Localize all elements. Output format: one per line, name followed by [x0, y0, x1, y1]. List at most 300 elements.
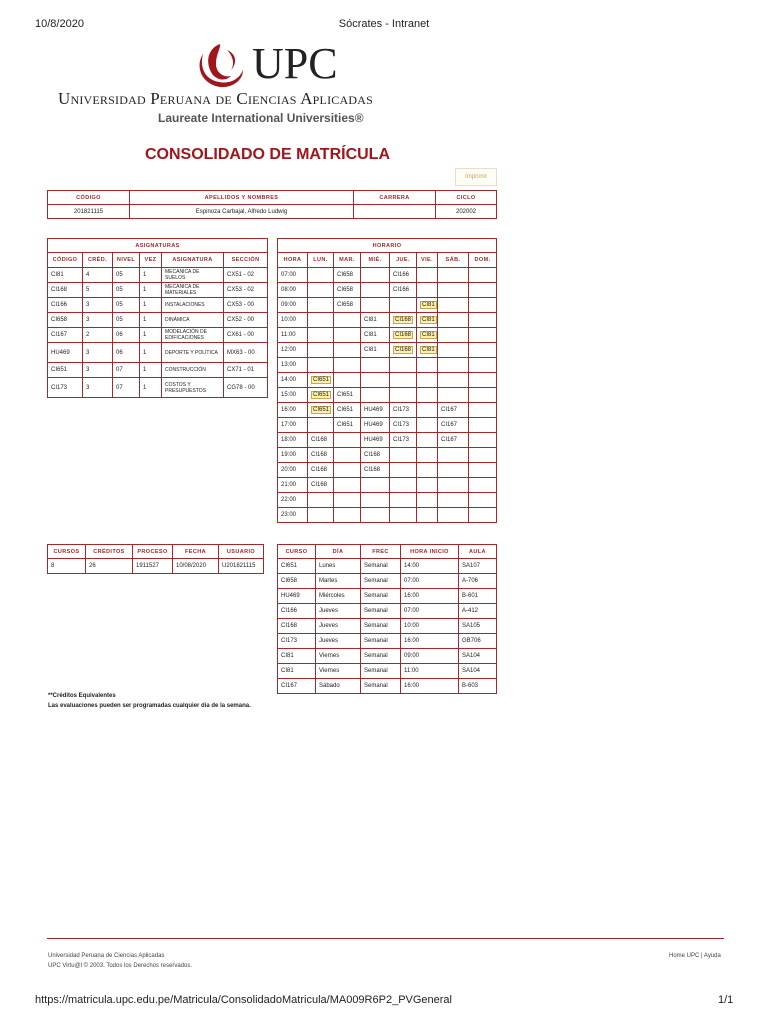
- detail-cell: 16:00: [401, 679, 459, 694]
- subject-cell: 2: [83, 328, 113, 343]
- subject-cell: 05: [113, 268, 140, 283]
- subject-cell: CX52 - 00: [224, 313, 268, 328]
- schedule-cell: [361, 358, 390, 373]
- schedule-cell-highlighted: [308, 403, 334, 418]
- schedule-cell: 12:00: [278, 343, 308, 358]
- detail-cell: SA105: [459, 619, 497, 634]
- note-evaluations: Las evaluaciones pueden ser programadas cualquier día de la semana.: [48, 703, 251, 709]
- student-cell: 202002: [436, 205, 497, 219]
- table-row: [278, 559, 497, 574]
- detail-cell: B-603: [459, 679, 497, 694]
- schedule-cell: [390, 508, 417, 523]
- schedule-group-header: HORARIO: [278, 239, 497, 253]
- detail-cell: Semanal: [361, 589, 401, 604]
- subject-cell: COSTOS Y PRESUPUESTOS: [162, 378, 224, 398]
- table-row: [278, 619, 497, 634]
- detail-cell: Semanal: [361, 559, 401, 574]
- subjects-table: [47, 238, 268, 398]
- schedule-cell: [438, 298, 469, 313]
- schedule-cell: [361, 508, 390, 523]
- page-title: CONSOLIDADO DE MATRÍCULA: [144, 146, 391, 163]
- detail-cell: 09:00: [401, 649, 459, 664]
- detail-cell: SA104: [459, 664, 497, 679]
- schedule-cell: 08:00: [278, 283, 308, 298]
- detail-cell: Martes: [316, 574, 361, 589]
- schedule-cell: [308, 328, 334, 343]
- schedule-cell: [390, 298, 417, 313]
- schedule-cell: 10:00: [278, 313, 308, 328]
- subject-cell: 1: [140, 298, 162, 313]
- schedule-cell: [417, 433, 438, 448]
- schedule-cell: [390, 448, 417, 463]
- detail-cell: Miércoles: [316, 589, 361, 604]
- subject-cell: 1: [140, 268, 162, 283]
- schedule-cell: [438, 268, 469, 283]
- student-header-row: [48, 191, 497, 205]
- detail-cell: 16:00: [401, 634, 459, 649]
- schedule-cell: CI168: [308, 448, 334, 463]
- schedule-cell: 22:00: [278, 493, 308, 508]
- details-column-header: FREC: [361, 545, 401, 559]
- detail-cell: A-412: [459, 604, 497, 619]
- details-column-header: CURSO: [278, 545, 316, 559]
- table-row: [278, 268, 497, 283]
- details-column-header: AULA: [459, 545, 497, 559]
- subject-cell: CI658: [48, 313, 83, 328]
- subject-cell: CI173: [48, 378, 83, 398]
- detail-cell: Lunes: [316, 559, 361, 574]
- subject-cell: 3: [83, 313, 113, 328]
- table-row: [278, 373, 497, 388]
- subject-cell: MECANICA DE MATERIALES: [162, 283, 224, 298]
- schedule-cell: [438, 508, 469, 523]
- footer-copyright: UPC Virtu@l © 2003. Todos los Derechos reservados.: [48, 963, 193, 969]
- subjects-column-header: ASIGNATURA: [162, 253, 224, 268]
- footer-divider: [47, 938, 724, 939]
- detail-cell: A-706: [459, 574, 497, 589]
- student-column-header: CÓDIGO: [48, 191, 130, 205]
- subjects-column-header: CRÉD.: [83, 253, 113, 268]
- summary-cell: 1911527: [133, 559, 173, 574]
- schedule-cell-highlighted: [390, 343, 417, 358]
- schedule-cell: [438, 463, 469, 478]
- schedule-cell: 20:00: [278, 463, 308, 478]
- schedule-cell: [469, 448, 497, 463]
- schedule-column-header: DOM.: [469, 253, 497, 268]
- schedule-cell: [469, 358, 497, 373]
- schedule-column-header: VIE.: [417, 253, 438, 268]
- schedule-cell: [334, 478, 361, 493]
- details-header-row: [278, 545, 497, 559]
- print-date: 10/8/2020: [35, 18, 84, 30]
- schedule-cell: CI168: [361, 463, 390, 478]
- detail-cell: SA107: [459, 559, 497, 574]
- table-row: [278, 508, 497, 523]
- schedule-cell: [390, 388, 417, 403]
- schedule-cell: HU469: [361, 403, 390, 418]
- schedule-cell: [334, 373, 361, 388]
- schedule-cell: CI651: [334, 418, 361, 433]
- table-row: [48, 378, 268, 398]
- schedule-column-header: MIÉ.: [361, 253, 390, 268]
- schedule-cell: [469, 343, 497, 358]
- print-page-number: 1/1: [718, 994, 734, 1006]
- schedule-cell: [469, 433, 497, 448]
- schedule-cell: [469, 478, 497, 493]
- schedule-cell: [361, 373, 390, 388]
- schedule-cell: [438, 358, 469, 373]
- table-row: [278, 679, 497, 694]
- footer-separator: |: [701, 953, 703, 959]
- detail-cell: Sábado: [316, 679, 361, 694]
- summary-column-header: CURSOS: [48, 545, 86, 559]
- table-row: [278, 433, 497, 448]
- highlighted-course: CI651: [313, 377, 330, 383]
- schedule-cell: [438, 478, 469, 493]
- schedule-cell: CI658: [334, 298, 361, 313]
- subject-cell: CX61 - 00: [224, 328, 268, 343]
- summary-value-row: [48, 559, 264, 574]
- table-row: [278, 343, 497, 358]
- table-row: [278, 298, 497, 313]
- table-row: [278, 313, 497, 328]
- table-row: [278, 649, 497, 664]
- subject-cell: HU469: [48, 343, 83, 363]
- table-row: [278, 448, 497, 463]
- subject-cell: 1: [140, 363, 162, 378]
- table-row: [48, 328, 268, 343]
- subject-cell: 05: [113, 298, 140, 313]
- subjects-column-header: NIVEL: [113, 253, 140, 268]
- subject-cell: CONSTRUCCIÓN: [162, 363, 224, 378]
- schedule-cell: CI167: [438, 418, 469, 433]
- highlighted-course: CI651: [313, 407, 330, 413]
- logo-university-name: Universidad Peruana de Ciencias Aplicadas: [58, 89, 373, 108]
- schedule-cell: [334, 433, 361, 448]
- schedule-cell: [308, 493, 334, 508]
- schedule-cell: [417, 403, 438, 418]
- subject-cell: CI651: [48, 363, 83, 378]
- highlighted-course: CI81: [422, 317, 435, 323]
- schedule-cell: CI173: [390, 433, 417, 448]
- detail-cell: Semanal: [361, 649, 401, 664]
- schedule-cell: HU469: [361, 418, 390, 433]
- highlighted-course: CI81: [422, 332, 435, 338]
- detail-cell: CI81: [278, 664, 316, 679]
- subject-cell: MECANICA DE SUELOS: [162, 268, 224, 283]
- subjects-column-header: SECCIÓN: [224, 253, 268, 268]
- subject-cell: 3: [83, 343, 113, 363]
- highlighted-course: CI81: [422, 302, 435, 308]
- schedule-cell-highlighted: [308, 373, 334, 388]
- schedule-cell: 17:00: [278, 418, 308, 433]
- summary-cell: 10/08/2020: [173, 559, 219, 574]
- subject-cell: CI167: [48, 328, 83, 343]
- schedule-cell: [438, 313, 469, 328]
- table-row: [48, 363, 268, 378]
- schedule-cell: CI81: [361, 313, 390, 328]
- schedule-cell-highlighted: [390, 328, 417, 343]
- detail-cell: Semanal: [361, 604, 401, 619]
- schedule-cell: [334, 313, 361, 328]
- subject-cell: 1: [140, 343, 162, 363]
- print-button[interactable]: Imprimir: [455, 168, 497, 186]
- subject-cell: CI168: [48, 283, 83, 298]
- schedule-cell: [417, 418, 438, 433]
- schedule-cell: HU469: [361, 433, 390, 448]
- schedule-cell: [438, 373, 469, 388]
- subject-cell: MX63 - 00: [224, 343, 268, 363]
- schedule-cell-highlighted: [417, 328, 438, 343]
- schedule-cell: [417, 373, 438, 388]
- schedule-cell: [361, 478, 390, 493]
- schedule-cell: CI173: [390, 418, 417, 433]
- schedule-cell: [438, 388, 469, 403]
- subject-cell: CG78 - 00: [224, 378, 268, 398]
- detail-cell: CI168: [278, 619, 316, 634]
- schedule-cell: [417, 493, 438, 508]
- table-row: [278, 358, 497, 373]
- detail-cell: 07:00: [401, 604, 459, 619]
- schedule-cell: CI167: [438, 403, 469, 418]
- schedule-cell: [308, 358, 334, 373]
- subject-cell: 1: [140, 313, 162, 328]
- table-row: [278, 328, 497, 343]
- detail-cell: Jueves: [316, 619, 361, 634]
- schedule-cell: [438, 448, 469, 463]
- detail-cell: 16:00: [401, 589, 459, 604]
- schedule-cell-highlighted: [417, 343, 438, 358]
- schedule-cell: [469, 463, 497, 478]
- table-row: [278, 283, 497, 298]
- schedule-cell: [469, 298, 497, 313]
- subject-cell: 06: [113, 328, 140, 343]
- schedule-cell: [390, 493, 417, 508]
- footer-help-link[interactable]: Ayuda: [703, 953, 721, 959]
- schedule-cell: CI658: [334, 268, 361, 283]
- detail-cell: Semanal: [361, 574, 401, 589]
- schedule-cell: [438, 283, 469, 298]
- schedule-cell: CI81: [361, 343, 390, 358]
- upc-emblem-icon: [185, 40, 255, 90]
- schedule-cell: CI168: [308, 433, 334, 448]
- schedule-cell: [417, 358, 438, 373]
- detail-cell: GB706: [459, 634, 497, 649]
- schedule-column-header: HORA: [278, 253, 308, 268]
- detail-cell: 10:00: [401, 619, 459, 634]
- student-column-header: APELLIDOS Y NOMBRES: [130, 191, 354, 205]
- schedule-cell: [469, 418, 497, 433]
- schedule-table: [277, 238, 497, 523]
- subject-cell: 07: [113, 378, 140, 398]
- schedule-cell: [469, 508, 497, 523]
- schedule-cell: [308, 298, 334, 313]
- schedule-cell: [390, 478, 417, 493]
- upc-logo: [40, 40, 485, 130]
- table-row: [278, 478, 497, 493]
- schedule-cell: [417, 478, 438, 493]
- schedule-cell: [390, 358, 417, 373]
- subject-cell: CX53 - 00: [224, 298, 268, 313]
- subject-cell: CI81: [48, 268, 83, 283]
- table-row: [48, 298, 268, 313]
- detail-cell: Semanal: [361, 619, 401, 634]
- subject-cell: CX53 - 02: [224, 283, 268, 298]
- subject-cell: MODELACIÓN DE EDIFICACIONES: [162, 328, 224, 343]
- schedule-cell: [417, 463, 438, 478]
- student-cell: [354, 205, 436, 219]
- table-row: [48, 283, 268, 298]
- subject-cell: CX51 - 02: [224, 268, 268, 283]
- schedule-cell: [469, 388, 497, 403]
- detail-cell: HU469: [278, 589, 316, 604]
- student-value-row: [48, 205, 497, 219]
- print-url: https://matricula.upc.edu.pe/Matricula/ConsolidadoMatricula/MA009R6P2_PVGeneral: [35, 994, 452, 1006]
- schedule-cell: [308, 313, 334, 328]
- schedule-cell: 21:00: [278, 478, 308, 493]
- subject-cell: 1: [140, 378, 162, 398]
- detail-cell: SA104: [459, 649, 497, 664]
- summary-cell: 8: [48, 559, 86, 574]
- schedule-cell: 19:00: [278, 448, 308, 463]
- schedule-cell: [417, 448, 438, 463]
- schedule-cell: [334, 463, 361, 478]
- subjects-group-header: ASIGNATURAS: [48, 239, 268, 253]
- schedule-cell: [334, 358, 361, 373]
- schedule-cell: [334, 328, 361, 343]
- schedule-cell: [417, 283, 438, 298]
- detail-cell: CI651: [278, 559, 316, 574]
- subjects-header-row: [48, 253, 268, 268]
- schedule-cell: 14:00: [278, 373, 308, 388]
- schedule-cell: CI651: [334, 388, 361, 403]
- student-cell: 201821115: [48, 205, 130, 219]
- schedule-cell: [308, 343, 334, 358]
- schedule-cell: [417, 268, 438, 283]
- detail-cell: B-601: [459, 589, 497, 604]
- schedule-cell: [469, 283, 497, 298]
- table-row: [278, 604, 497, 619]
- schedule-cell: CI173: [390, 403, 417, 418]
- subjects-column-header: VEZ: [140, 253, 162, 268]
- schedule-cell: 16:00: [278, 403, 308, 418]
- schedule-cell: [308, 418, 334, 433]
- summary-column-header: FECHA: [173, 545, 219, 559]
- subjects-column-header: CÓDIGO: [48, 253, 83, 268]
- detail-cell: Jueves: [316, 634, 361, 649]
- schedule-cell-highlighted: [308, 388, 334, 403]
- schedule-cell: CI167: [438, 433, 469, 448]
- schedule-cell-highlighted: [417, 298, 438, 313]
- subject-cell: INSTALACIONES: [162, 298, 224, 313]
- schedule-cell: CI658: [334, 283, 361, 298]
- subject-cell: 06: [113, 343, 140, 363]
- detail-cell: Jueves: [316, 604, 361, 619]
- logo-network: Laureate International Universities®: [158, 111, 364, 125]
- subject-cell: 07: [113, 363, 140, 378]
- schedule-cell: CI168: [308, 478, 334, 493]
- subject-cell: 05: [113, 283, 140, 298]
- schedule-cell: [361, 493, 390, 508]
- table-row: [278, 634, 497, 649]
- subject-cell: 1: [140, 328, 162, 343]
- schedule-cell: [469, 328, 497, 343]
- detail-cell: Semanal: [361, 634, 401, 649]
- detail-cell: CI173: [278, 634, 316, 649]
- table-row: [48, 268, 268, 283]
- schedule-cell: CI168: [361, 448, 390, 463]
- schedule-cell: [417, 388, 438, 403]
- details-column-header: DÍA: [316, 545, 361, 559]
- table-row: [278, 463, 497, 478]
- detail-cell: Semanal: [361, 679, 401, 694]
- student-column-header: CARRERA: [354, 191, 436, 205]
- summary-cell: U201821115: [219, 559, 264, 574]
- schedule-cell-highlighted: [417, 313, 438, 328]
- schedule-cell: [469, 493, 497, 508]
- detail-cell: 11:00: [401, 664, 459, 679]
- schedule-cell: 13:00: [278, 358, 308, 373]
- table-row: [48, 313, 268, 328]
- table-row: [278, 418, 497, 433]
- footer-home-link[interactable]: Home UPC: [669, 953, 700, 959]
- highlighted-course: CI651: [313, 392, 330, 398]
- schedule-column-header: JUE.: [390, 253, 417, 268]
- schedule-cell: [308, 508, 334, 523]
- schedule-cell: CI166: [390, 268, 417, 283]
- schedule-column-header: MAR.: [334, 253, 361, 268]
- highlighted-course: CI168: [395, 317, 412, 323]
- schedule-cell: [438, 343, 469, 358]
- schedule-cell: [438, 328, 469, 343]
- schedule-cell: [438, 493, 469, 508]
- detail-cell: CI167: [278, 679, 316, 694]
- subject-cell: 3: [83, 378, 113, 398]
- schedule-cell: [469, 268, 497, 283]
- schedule-cell: [390, 463, 417, 478]
- subject-cell: CI166: [48, 298, 83, 313]
- schedule-cell: [361, 283, 390, 298]
- subject-cell: 3: [83, 363, 113, 378]
- table-row: [278, 403, 497, 418]
- detail-cell: Semanal: [361, 664, 401, 679]
- table-row: [278, 589, 497, 604]
- schedule-cell: 09:00: [278, 298, 308, 313]
- summary-cell: 26: [86, 559, 133, 574]
- detail-cell: CI166: [278, 604, 316, 619]
- highlighted-course: CI168: [395, 347, 412, 353]
- summary-header-row: [48, 545, 264, 559]
- schedule-cell: 11:00: [278, 328, 308, 343]
- table-row: [278, 493, 497, 508]
- schedule-cell: [469, 373, 497, 388]
- detail-cell: CI81: [278, 649, 316, 664]
- schedule-cell: CI168: [308, 463, 334, 478]
- subject-cell: DEPORTE Y POLÍTICA: [162, 343, 224, 363]
- schedule-cell: [469, 313, 497, 328]
- print-page-title: Sócrates - Intranet: [338, 18, 430, 30]
- schedule-cell: [334, 448, 361, 463]
- details-column-header: HORA INICIO: [401, 545, 459, 559]
- schedule-cell: [361, 268, 390, 283]
- subject-cell: DINÁMICA: [162, 313, 224, 328]
- student-column-header: CICLO: [436, 191, 497, 205]
- student-info-table: [47, 190, 497, 219]
- summary-column-header: USUARIO: [219, 545, 264, 559]
- subject-cell: 4: [83, 268, 113, 283]
- summary-column-header: PROCESO: [133, 545, 173, 559]
- subject-cell: 1: [140, 283, 162, 298]
